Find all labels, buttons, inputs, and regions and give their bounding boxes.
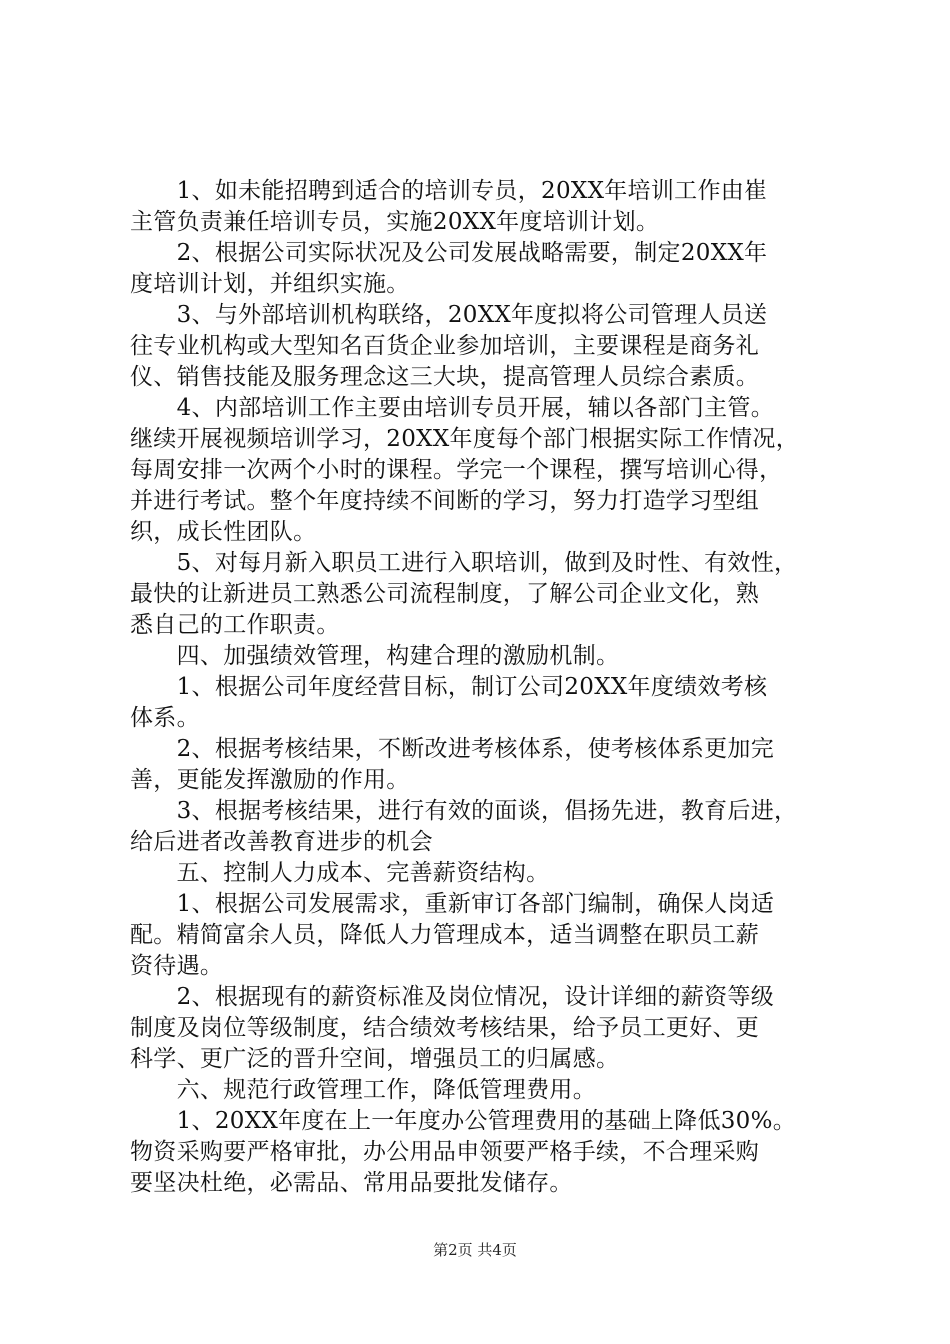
text-line: 要坚决杜绝，必需品、常用品要批发储存。 [130, 1170, 573, 1196]
text-line: 2、根据公司实际状况及公司发展战略需要，制定20XX年 [130, 240, 768, 266]
text-line: 继续开展视频培训学习，20XX年度每个部门根据实际工作情况， [130, 426, 800, 452]
text-line: 每周安排一次两个小时的课程。学完一个课程，撰写培训心得， [130, 457, 783, 483]
text-line: 最快的让新进员工熟悉公司流程制度，了解公司企业文化，熟 [130, 581, 760, 607]
text-line: 1、如未能招聘到适合的培训专员，20XX年培训工作由崔 [130, 178, 768, 204]
document-body [130, 176, 832, 1199]
text-line: 4、内部培训工作主要由培训专员开展，辅以各部门主管。 [130, 395, 775, 421]
text-line: 1、根据公司年度经营目标，制订公司20XX年度绩效考核 [130, 674, 768, 700]
text-line: 物资采购要严格审批，办公用品申领要严格手续，不合理采购 [130, 1139, 760, 1165]
text-line: 2、根据现有的薪资标准及岗位情况，设计详细的薪资等级 [130, 984, 775, 1010]
text-line: 仪、销售技能及服务理念这三大块，提高管理人员综合素质。 [130, 364, 760, 390]
text-line: 1、20XX年度在上一年度办公管理费用的基础上降低30%。 [130, 1108, 797, 1134]
text-line: 主管负责兼任培训专员，实施20XX年度培训计划。 [130, 209, 660, 235]
text-line: 3、根据考核结果，进行有效的面谈，倡扬先进，教育后进， [130, 798, 798, 824]
text-line: 资待遇。 [130, 953, 224, 979]
text-line: 善，更能发挥激励的作用。 [130, 767, 410, 793]
section-heading: 四、加强绩效管理，构建合理的激励机制。 [130, 643, 620, 669]
text-line: 配。精简富余人员，降低人力管理成本，适当调整在职员工薪 [130, 922, 760, 948]
text-line: 体系。 [130, 705, 200, 731]
text-line: 科学、更广泛的晋升空间，增强员工的归属感。 [130, 1046, 620, 1072]
text-line: 织，成长性团队。 [130, 519, 317, 545]
text-line: 并进行考试。整个年度持续不间断的学习，努力打造学习型组 [130, 488, 760, 514]
text-line: 1、根据公司发展需求，重新审订各部门编制，确保人岗适 [130, 891, 775, 917]
text-line: 2、根据考核结果，不断改进考核体系，使考核体系更加完 [130, 736, 775, 762]
page-footer [0, 1240, 950, 1260]
section-heading: 六、规范行政管理工作，降低管理费用。 [130, 1077, 596, 1103]
text-line: 往专业机构或大型知名百货企业参加培训，主要课程是商务礼 [130, 333, 760, 359]
text-line: 制度及岗位等级制度，结合绩效考核结果，给予员工更好、更 [130, 1015, 760, 1041]
text-line: 度培训计划，并组织实施。 [130, 271, 410, 297]
text-line: 5、对每月新入职员工进行入职培训，做到及时性、有效性， [130, 550, 798, 576]
text-line: 3、与外部培训机构联络，20XX年度拟将公司管理人员送 [130, 302, 768, 328]
section-heading: 五、控制人力成本、完善薪资结构。 [130, 860, 550, 886]
page-number: 第2页 共4页 [433, 1241, 517, 1259]
text-line: 悉自己的工作职责。 [130, 612, 340, 638]
text-line: 给后进者改善教育进步的机会 [130, 829, 433, 855]
